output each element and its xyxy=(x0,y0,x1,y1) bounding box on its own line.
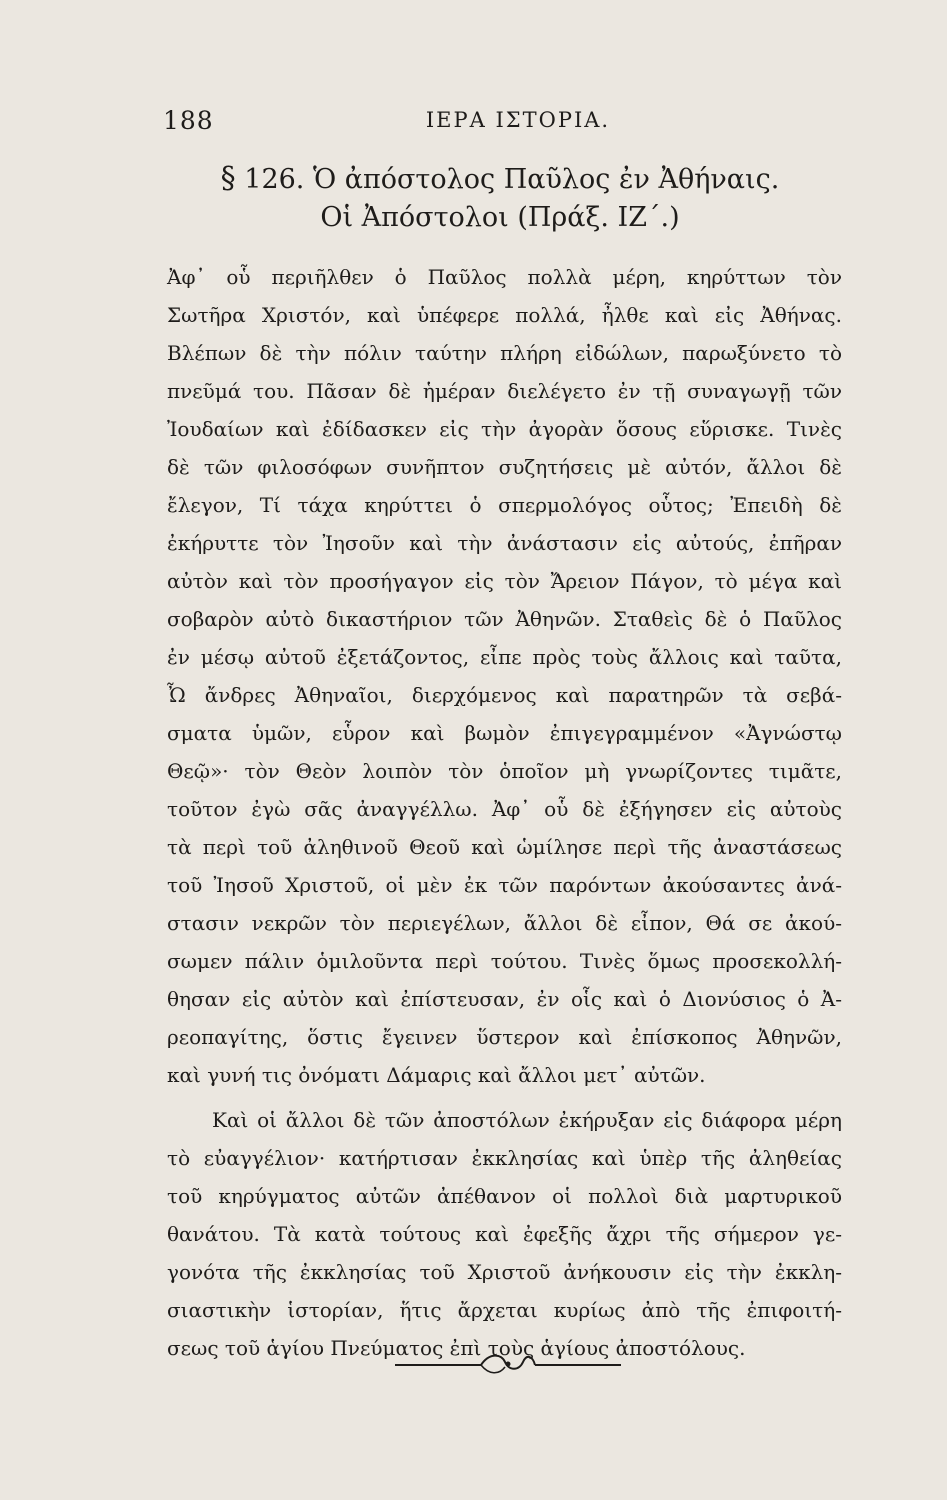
text-line: σοβαρὸν αὐτὸ δικαστήριον τῶν Ἀθηνῶν. Σταθεὶς δὲ ὁ Παῦλος xyxy=(167,607,842,631)
text-line: Βλέπων δὲ τὴν πόλιν ταύτην πλήρη εἰδώλων, παρωξύνετο τὸ xyxy=(167,341,842,365)
text-line: τὰ περὶ τοῦ ἀληθινοῦ Θεοῦ καὶ ὡμίλησε περὶ τῆς ἀναστάσεως xyxy=(167,835,842,859)
text-line: ἐκήρυττε τὸν Ἰησοῦν καὶ τὴν ἀνάστασιν εἰς αὐτούς, ἐπῆραν xyxy=(167,531,842,555)
section-title: Ὁ ἀπόστολος Παῦλος ἐν Ἀθήναις. xyxy=(312,164,780,195)
section-number: 126. xyxy=(244,164,305,195)
text-line: τοῦτον ἐγὼ σᾶς ἀναγγέλλω. Ἀφ᾽ οὗ δὲ ἐξήγησεν εἰς αὐτοὺς xyxy=(167,797,842,821)
text-line: ἔλεγον, Τί τάχα κηρύττει ὁ σπερμολόγος οὗτος; Ἐπειδὴ δὲ xyxy=(167,493,842,517)
text-line: σιαστικὴν ἱστορίαν, ἥτις ἄρχεται κυρίως ἀπὸ τῆς ἐπιφοιτή- xyxy=(167,1298,842,1322)
text-line: τοῦ κηρύγματος αὐτῶν ἀπέθανον οἱ πολλοὶ διὰ μαρτυρικοῦ xyxy=(167,1184,842,1208)
text-line: θανάτου. Τὰ κατὰ τούτους καὶ ἐφεξῆς ἄχρι τῆς σήμερον γε- xyxy=(167,1222,842,1246)
text-line: Σωτῆρα Χριστόν, καὶ ὑπέφερε πολλά, ἦλθε καὶ εἰς Ἀθήνας. xyxy=(167,303,842,327)
text-line: ρεοπαγίτης, ὅστις ἔγεινεν ὕστερον καὶ ἐπίσκοπος Ἀθηνῶν, xyxy=(167,1025,842,1049)
text-line: Ἀφ᾽ οὗ περιῆλθεν ὁ Παῦλος πολλὰ μέρη, κηρύττων τὸν xyxy=(167,265,842,289)
text-line: Ὦ ἄνδρες Ἀθηναῖοι, διερχόμενος καὶ παρατηρῶν τὰ σεβά- xyxy=(167,683,842,707)
text-line: θησαν εἰς αὐτὸν καὶ ἐπίστευσαν, ἐν οἷς καὶ ὁ Διονύσιος ὁ Ἀ- xyxy=(167,987,842,1011)
text-line: πνεῦμά του. Πᾶσαν δὲ ἡμέραν διελέγετο ἐν τῇ συναγωγῇ τῶν xyxy=(167,379,842,403)
text-line: αὐτὸν καὶ τὸν προσήγαγον εἰς τὸν Ἄρειον Πάγον, τὸ μέγα καὶ xyxy=(167,569,842,593)
text-line: σματα ὑμῶν, εὗρον καὶ βωμὸν ἐπιγεγραμμένον «Ἀγνώστῳ xyxy=(167,721,842,745)
page-number: 188 xyxy=(163,106,214,135)
text-line: τὸ εὐαγγέλιον· κατήρτισαν ἐκκλησίας καὶ ὑπὲρ τῆς ἀληθείας xyxy=(167,1146,842,1170)
text-line: Ἰουδαίων καὶ ἐδίδασκεν εἰς τὴν ἀγορὰν ὅσους εὕρισκε. Τινὲς xyxy=(167,417,842,441)
text-line: καὶ γυνή τις ὀνόματι Δάμαρις καὶ ἄλλοι μετ᾽ αὐτῶν. xyxy=(167,1063,706,1087)
book-title: ΙΕΡΑ ΙΣΤΟΡΙΑ. xyxy=(425,108,611,132)
section-symbol: § xyxy=(220,161,236,196)
section-subtitle: Οἱ Ἀπόστολοι (Πράξ. ΙΖ΄.) xyxy=(320,202,680,233)
text-line: Καὶ οἱ ἄλλοι δὲ τῶν ἀποστόλων ἐκήρυξαν εἰς διάφορα μέρη xyxy=(212,1108,842,1132)
text-line: σεως τοῦ ἁγίου Πνεύματος ἐπὶ τοὺς ἁγίους ἀποστόλους. xyxy=(167,1336,746,1360)
text-line: σωμεν πάλιν ὁμιλοῦντα περὶ τούτου. Τινὲς ὅμως προσεκολλή- xyxy=(167,949,842,973)
section-heading xyxy=(150,161,850,196)
text-line: στασιν νεκρῶν τὸν περιεγέλων, ἄλλοι δὲ εἶπον, Θά σε ἀκού- xyxy=(167,911,842,935)
text-line: Θεῷ»· τὸν Θεὸν λοιπὸν τὸν ὁποῖον μὴ γνωρίζοντες τιμᾶτε, xyxy=(167,759,842,783)
text-line: ἐν μέσῳ αὐτοῦ ἐξετάζοντος, εἶπε πρὸς τοὺς ἄλλοις καὶ ταῦτα, xyxy=(167,645,842,669)
end-ornament-icon xyxy=(393,1348,623,1378)
text-line: γονότα τῆς ἐκκλησίας τοῦ Χριστοῦ ἀνήκουσιν εἰς τὴν ἐκκλη- xyxy=(167,1260,842,1284)
running-head xyxy=(163,106,843,142)
text-line: τοῦ Ἰησοῦ Χριστοῦ, οἱ μὲν ἐκ τῶν παρόντων ἀκούσαντες ἀνά- xyxy=(167,873,842,897)
text-line: δὲ τῶν φιλοσόφων συνῆπτον συζητήσεις μὲ αὐτόν, ἄλλοι δὲ xyxy=(167,455,842,479)
